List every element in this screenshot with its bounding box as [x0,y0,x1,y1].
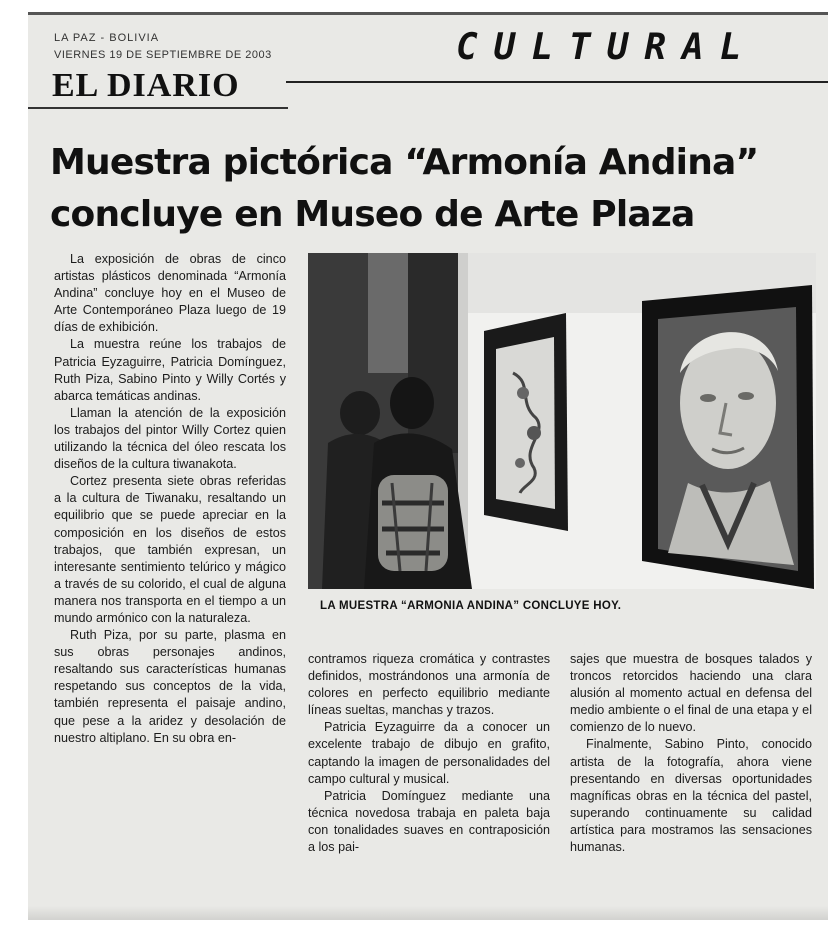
paragraph: Patricia Domínguez mediante una técnica novedosa trabaja en paleta baja con tonalidades suaves en contraposición a los pai- [308,788,550,855]
article-column-2 [308,651,550,911]
dateline-date: VIERNES 19 DE SEPTIEMBRE DE 2003 [54,49,272,61]
paragraph: Ruth Piza, por su parte, plasma en sus obras personajes andinos, resaltando sus características humanas respetando sus conceptos de la vida, también representa el paisaje andino, que pese a la aridez y desolación de nuestro altiplano. En su obra en- [54,628,286,745]
section-title: CULTURAL [456,27,758,68]
paragraph: Cortez presenta siete obras referidas a la cultura de Tiwanaku, resaltando un equilibrio que se puede apreciar en la composición en los diseños de estos trabajos, que también expresan, un interesante sentimiento telúrico y mágico a través de su colorido, el cual de alguna manera nos transporta en el tiempo a un mundo armónico con la naturaleza. [54,474,286,625]
headline-line-1: Muestra pictórica “Armonía Andina” [50,142,759,183]
paragraph: Finalmente, Sabino Pinto, conocido artista de la fotografía, ahora viene presentando en diversas oportunidades magníficas obras en la técnica del pastel, superando continuamente su calidad artística para mostramos las sensaciones humanas. [570,737,812,855]
masthead-rule [28,107,288,109]
headline-line-2: concluye en Museo de Arte Plaza [50,194,695,235]
newspaper-clipping [28,12,828,920]
article-column-3 [570,651,812,911]
paragraph: La exposición de obras de cinco artistas plásticos denominada “Armonía Andina” concluye hoy en el Museo de Arte Contemporáneo Plaza luego de 19 días de exhibición. [54,252,286,335]
paragraph: sajes que muestra de bosques talados y troncos retorcidos haciendo una clara alusión al momento actual en defensa del medio ambiente o el final de una etapa y el comienzo de lo nuevo. [570,652,812,735]
paragraph: contramos riqueza cromática y contrastes definidos, mostrándonos una armonía de colores en perfecto equilibrio mediante líneas sueltas, manchas y trazos. [308,652,550,718]
paragraph: Llaman la atención de la exposición los trabajos del pintor Willy Cortez quien utilizando la técnica del óleo rescata los diseños de la cultura tiwanakota. [54,405,286,472]
framed-portrait [642,285,814,589]
article-headline [50,137,820,241]
article-column-1 [54,251,286,913]
newspaper-name: EL DIARIO [52,67,240,104]
masthead [28,15,828,115]
framed-drawing [484,313,568,531]
paragraph: Patricia Eyzaguirre da a conocer un excelente trabajo de dibujo en grafito, captando la imagen de personalidades del campo cultural y musical. [308,720,550,786]
section-rule [286,81,828,83]
exhibition-photo [308,253,816,589]
dateline-city: LA PAZ - BOLIVIA [54,32,160,44]
paragraph: La muestra reúne los trabajos de Patricia Eyzaguirre, Patricia Domínguez, Ruth Piza, Sabino Pinto y Willy Cortés y abarca temáticas andinas. [54,337,286,403]
photo-caption: LA MUESTRA “ARMONIA ANDINA” CONCLUYE HOY. [320,600,622,612]
